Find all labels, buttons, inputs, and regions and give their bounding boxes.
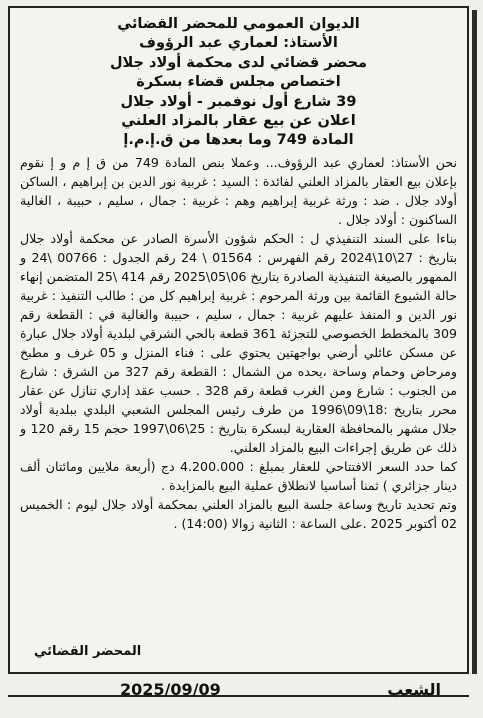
publication-date: 2025/09/09 bbox=[120, 680, 221, 699]
header-court: محضر قضائي لدى محكمة أولاد جلال bbox=[109, 54, 368, 71]
bailiff-signature: المحضر القضائي bbox=[34, 644, 142, 659]
header-office: الديوان العمومي للمحضر القضائي bbox=[117, 16, 360, 32]
executive-title-paragraph: بناءا على السند التنفيذي ل : الحكم شؤون الأسرة الصادر عن محكمة أولاد جلال بتاريخ : 27\10\2024 رقم الفهرس : 01564 \ 24 رقم الجدول : 00766 \24 و الممهور بالصيغة التنفيذية الصادرة بتاريخ 06\05\2025 رقم 414 \25 المتضمن إنهاء حالة الشيوع القائمة بين ورثة المرحوم : غربية إبراهيم كل من : طالب التنفيذ : غربية نور الدين و المنفذ عليهم غربية : جمال ، سليم ، حبيبة والغالية في : القطعة رقم 309 بالمخطط الخصوصي للتجزئة 361 قطعة بالحي الشرقي لبلدية أولاد جلال عبارة عن مسكن عائلي أرضي بواجهتين يحتوي على : فناء المنزل و 05 غرف و مطبخ ومرحاض وحمام وساحة ،يحده من الشمال : القطعة رقم 327 من الشرق : شارع من الجنوب : شارع ومن الغرب قطعة رقم 328 . حسب عقد إداري تنازل عن عقار محرر بتاريخ :18\09\1996 من طرف رئيس المجلس الشعبي البلدي ببلدية أولاد جلال مشهر بالمحافظة العقارية لبسكرة بتاريخ : 25\06\1997 حجم 15 رقم 120 و ذلك عن طريق إجراءات البيع بالمزاد العلني. bbox=[20, 230, 458, 455]
announcement-frame bbox=[8, 6, 469, 674]
header-jurisdiction: اختصاص مجلس قضاء بسكرة bbox=[136, 74, 341, 91]
opening-price-paragraph: كما حدد السعر الافتتاحي للعقار بمبلغ : 4.200.000 دج (أربعة ملايين ومائتان ألف دينار جزائري ) ثمنا أساسيا لانطلاق عملية البيع بالمزايدة . bbox=[20, 458, 457, 493]
legal-article: المادة 749 وما بعدها من ق.إ.م.إ bbox=[123, 132, 354, 149]
announcement-body bbox=[10, 151, 467, 607]
announcement-header bbox=[10, 8, 467, 151]
header-bailiff-name: الأستاذ: لعماري عبد الرؤوف bbox=[139, 35, 338, 52]
newspaper-name: الشعب bbox=[387, 680, 441, 699]
announcement-title: اعلان عن بيع عقار بالمزاد العلني bbox=[121, 113, 356, 130]
header-address: 39 شارع أول نوفمبر - أولاد جلال bbox=[120, 93, 357, 110]
parties-paragraph: نحن الأستاذ: لعماري عبد الرؤوف... وعملا بنص المادة 749 من ق إ م و إ نقوم بإعلان بيع العقار بالمزاد العلني لفائدة : السيد : غربية نور الدين بن إبراهيم ، الساكن أولاد جلال . ضد : ورثة غربية إبراهيم وهم : غربية : جمال ، سليم ، حبيبة ، الغالية الساكنون : أولاد جلال . bbox=[20, 154, 457, 227]
page-footer bbox=[0, 676, 483, 716]
frame-shadow bbox=[472, 10, 477, 674]
auction-date-paragraph: وتم تحديد تاريخ وساعة جلسة البيع بالمزاد العلني بمحكمة أولاد جلال ليوم : الخميس 02 أكتوبر 2025 .على الساعة : الثانية زوالا (14:00) . bbox=[20, 496, 457, 531]
